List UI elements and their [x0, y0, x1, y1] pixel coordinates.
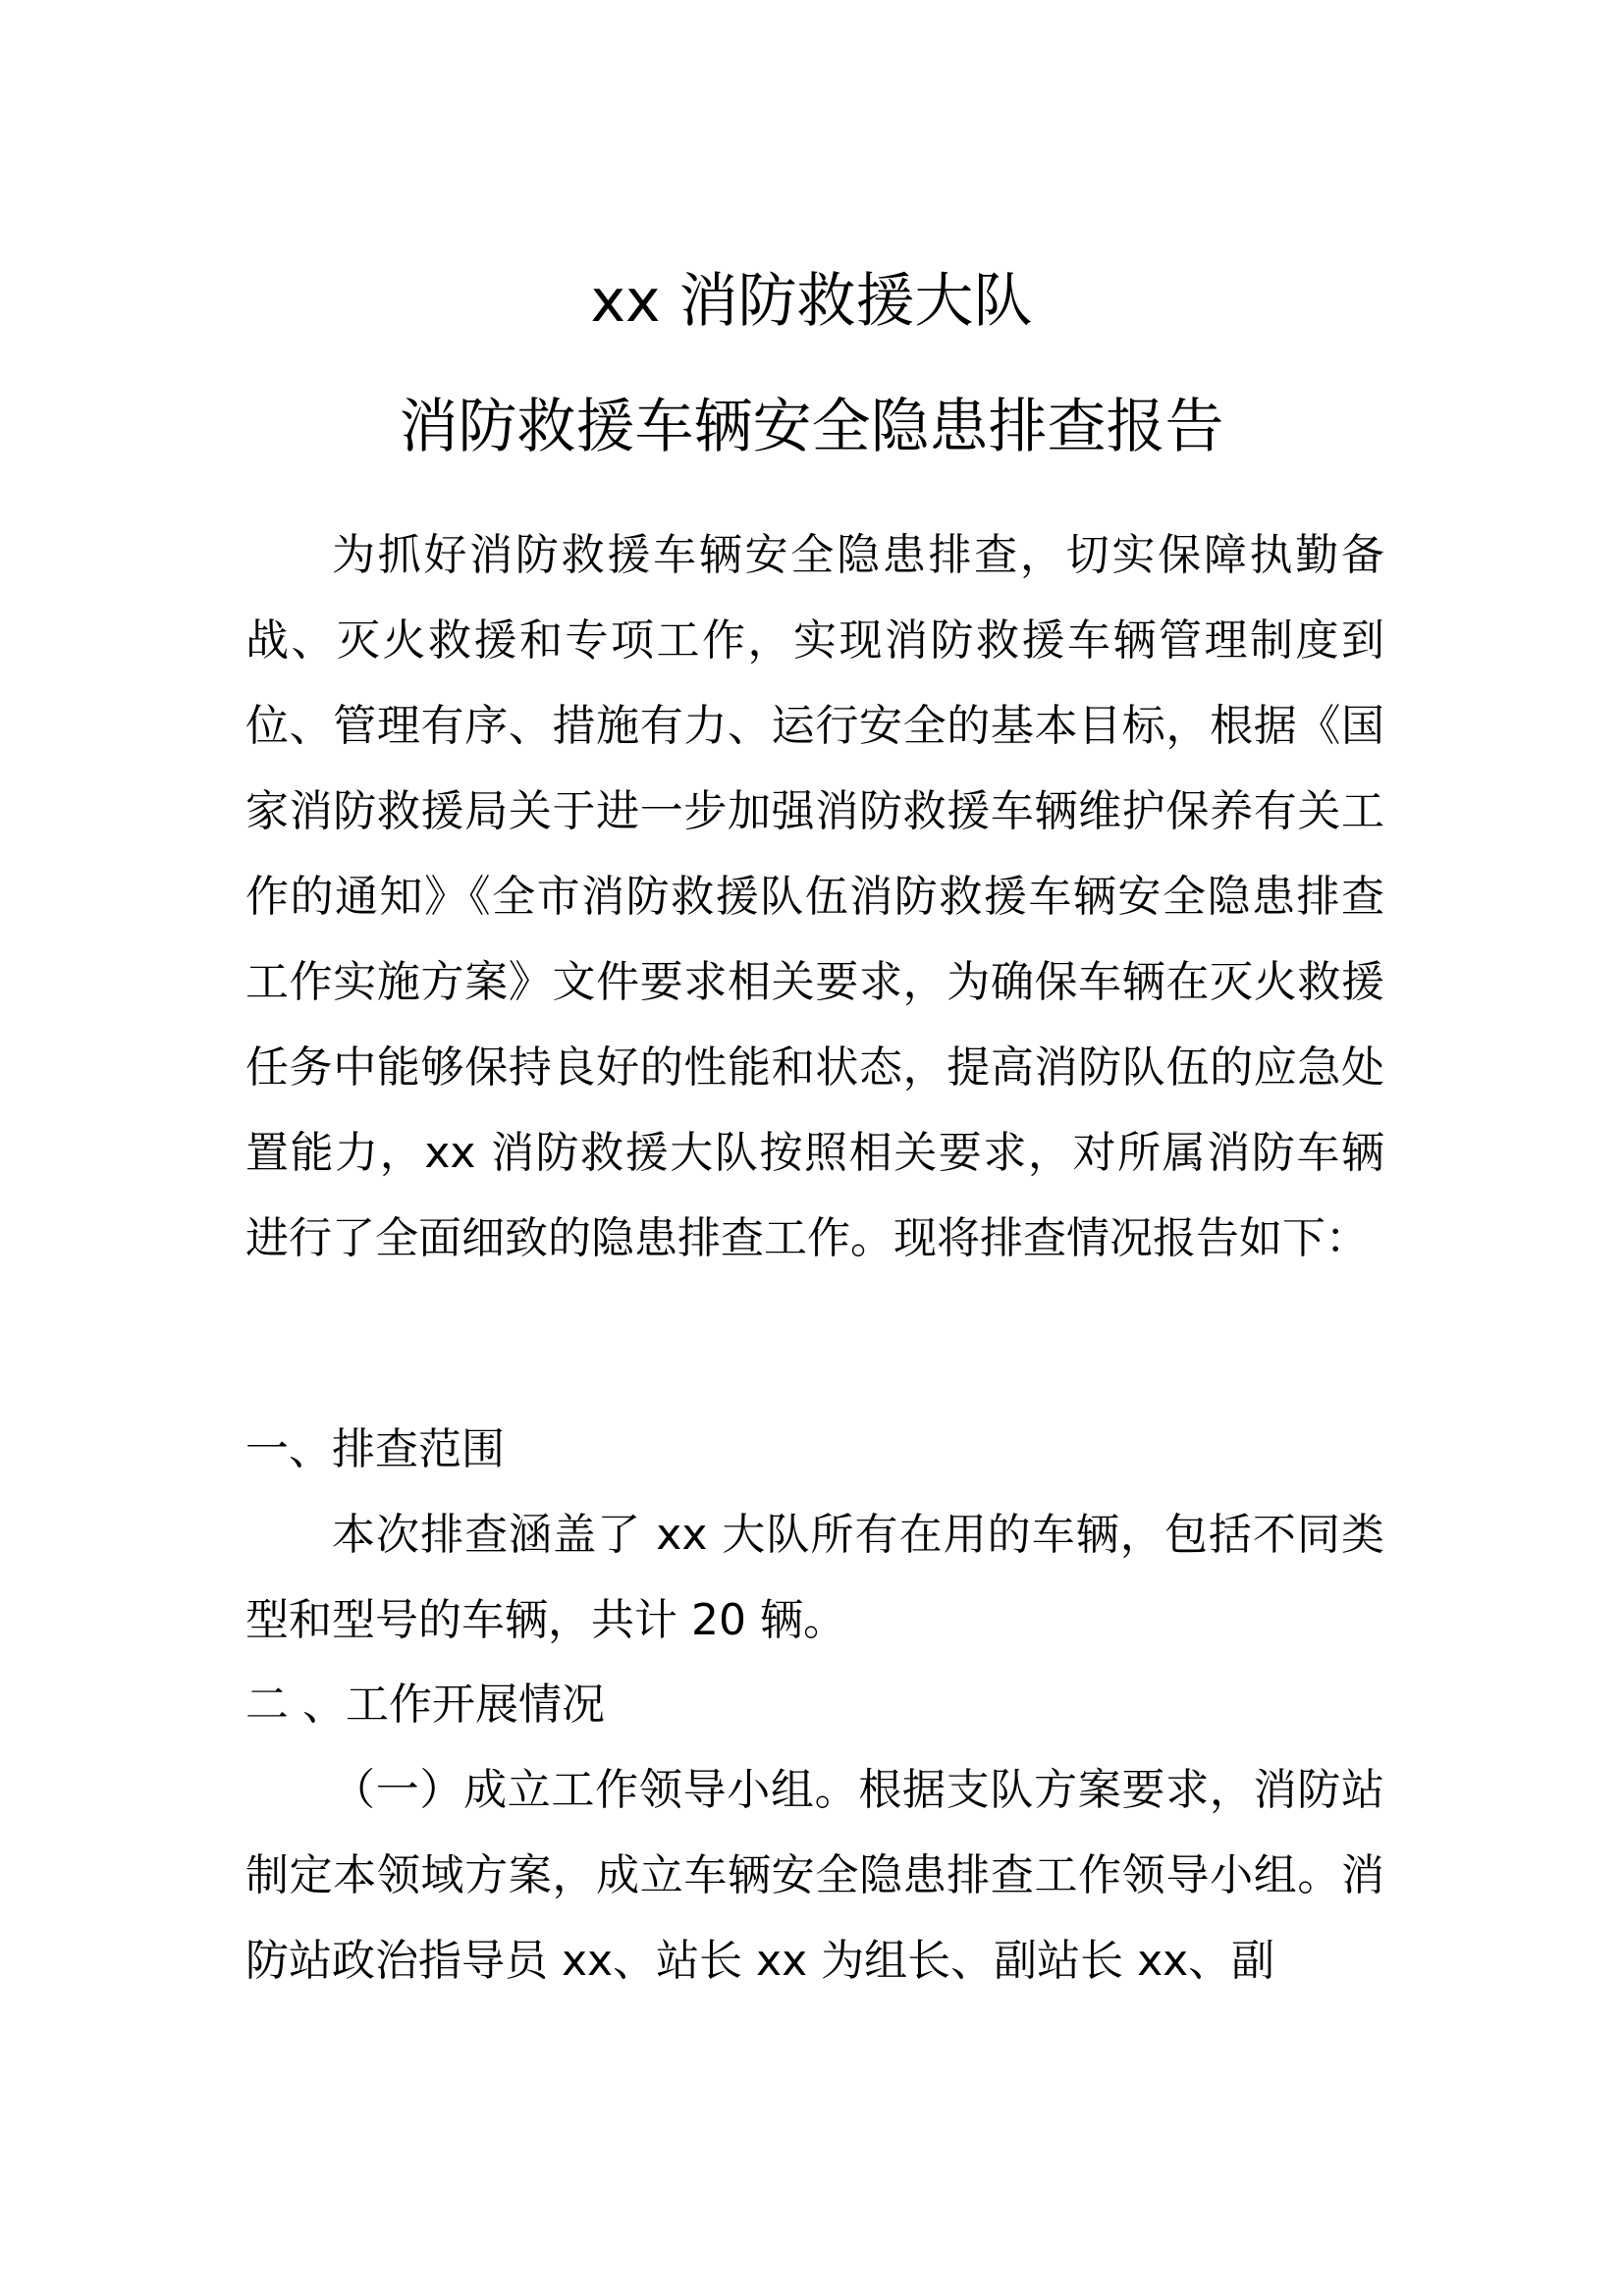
- intro-paragraph-block: [245, 512, 1384, 1281]
- section-1-body: [245, 1492, 1384, 1663]
- section-2-heading: 二 、工作开展情况: [245, 1680, 605, 1730]
- section-2-paragraph: （一）成立工作领导小组。根据支队方案要求，消防站制定本领域方案，成立车辆安全隐患排查工作领导小组。消防站政治指导员 xx、站长 xx 为组长、副站长 xx、副: [245, 1765, 1384, 1986]
- document-title-line-1: xx 消防救援大队: [590, 267, 1033, 336]
- section-1-heading: 一、排查范围: [245, 1424, 505, 1474]
- document-title-line-2: 消防救援车辆安全隐患排查报告: [399, 393, 1224, 461]
- section-1-paragraph: 本次排查涵盖了 xx 大队所有在用的车辆，包括不同类型和型号的车辆，共计 20 辆。: [245, 1510, 1384, 1645]
- intro-paragraph: 为抓好消防救援车辆安全隐患排查，切实保障执勤备战、灭火救援和专项工作，实现消防救援车辆管理制度到位、管理有序、措施有力、运行安全的基本目标，根据《国家消防救援局关于进一步加强消防救援车辆维护保养有关工作的通知》《全市消防救援队伍消防救援车辆安全隐患排查工作实施方案》文件要求相关要求，为确保车辆在灭火救援任务中能够保持良好的性能和状态，提高消防队伍的应急处置能力，xx 消防救援大队按照相关要求，对所属消防车辆进行了全面细致的隐患排查工作。现将排查情况报告如下：: [245, 530, 1384, 1263]
- section-2-body: [245, 1747, 1384, 2003]
